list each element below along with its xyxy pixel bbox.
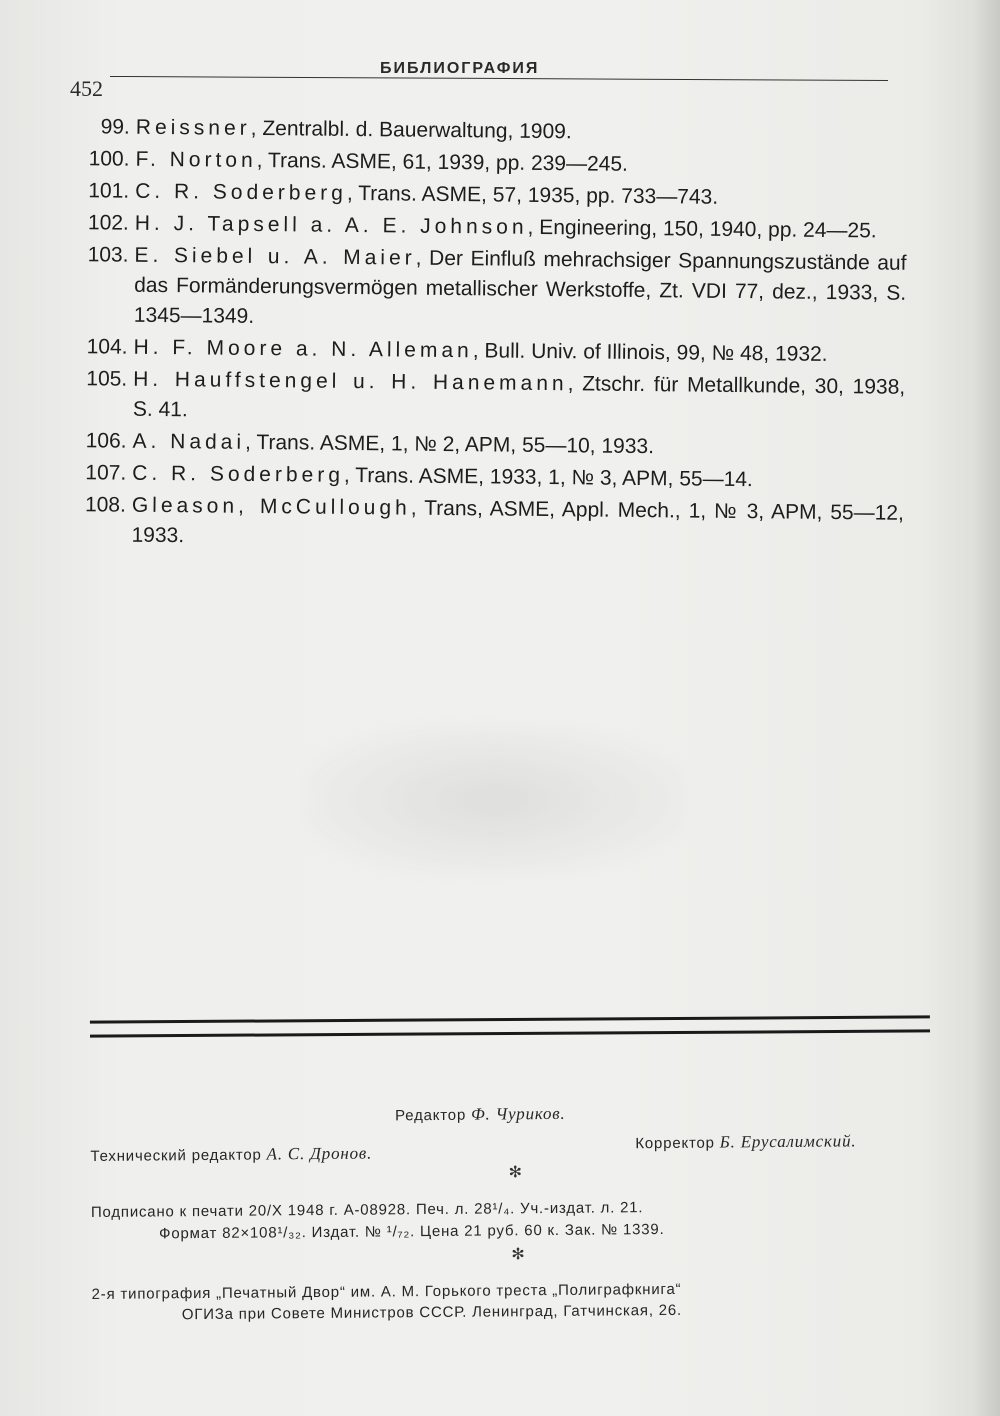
- reference-author: H. F. Moore a. N. Alleman: [133, 335, 473, 363]
- reference-number: 100.: [88, 147, 130, 171]
- reference-author: H. Hauffstengel u. H. Hanemann: [133, 367, 568, 396]
- reference-text: [134, 241, 907, 339]
- reference-details: , Der Einfluß mehrachsiger Spannungszustände auf das Formänderungsvermögen metallischer Werkstoffe, Zt. VDI 77, dez., 1933, S. 1345—1349.: [133, 246, 907, 328]
- reference-author: F. Norton: [135, 147, 257, 172]
- running-title: БИБЛИОГРАФИЯ: [380, 60, 540, 77]
- reference-author: E. Siebel u. A. Maier: [134, 243, 416, 270]
- rule-line-top: [90, 1015, 930, 1023]
- reference-author: C. R. Soderberg: [132, 461, 345, 487]
- blurred-stamp: [305, 725, 685, 875]
- reference-item: [66, 240, 907, 339]
- reference-item: [65, 364, 906, 433]
- tech-editor-name: А. С. Дронов.: [266, 1143, 373, 1164]
- editor-name: Ф. Чуриков.: [470, 1103, 566, 1124]
- proofreader-label: Корректор: [635, 1134, 715, 1153]
- reference-text: [133, 365, 906, 433]
- reference-details: , Zentralbl. d. Bauerwaltung, 1909.: [250, 116, 572, 144]
- double-rule-divider: [90, 1015, 930, 1050]
- reference-author: Reissner: [135, 115, 251, 140]
- reference-details: , Trans. ASME, 1, № 2, APM, 55—10, 1933.: [244, 430, 655, 459]
- reference-author: A. Nadai: [132, 429, 246, 454]
- page-header: [70, 58, 888, 101]
- reference-number: 108.: [84, 493, 127, 517]
- reference-number: 104.: [86, 335, 128, 359]
- separator-asterisk-icon: ✻: [511, 1246, 525, 1264]
- reference-details: , Trans. ASME, 1933, 1, № 3, APM, 55—14.: [343, 463, 753, 492]
- reference-author: H. J. Tapsell a. A. E. Johnson: [134, 211, 528, 239]
- reference-details: , Ztschr. für Metallkunde, 30, 1938, S. 41.: [132, 372, 906, 422]
- spine-shadow: [972, 0, 1000, 1416]
- publisher-line: ОГИЗа при Совете Министров СССР. Ленинград, Гатчинская, 26.: [181, 1301, 683, 1324]
- separator-asterisk-icon: ✻: [508, 1164, 523, 1182]
- reference-details: , Bull. Univ. of Illinois, 99, № 48, 1932.: [472, 339, 828, 366]
- reference-number: 106.: [85, 429, 127, 453]
- proofreader-line: [635, 1131, 856, 1153]
- reference-author: C. R. Soderberg: [135, 179, 348, 205]
- signed-line: Подписано к печати 20/X 1948 г. А-08928. Печ. л. 28¹/₄. Уч.-издат. л. 21.: [90, 1199, 644, 1221]
- reference-text: [131, 491, 904, 559]
- reference-number: 102.: [87, 211, 129, 235]
- printer-line: 2-я типография „Печатный Двор“ им. А. М. Горького треста „Полиграфкнига“: [91, 1280, 682, 1303]
- editor-label: Редактор: [395, 1106, 467, 1125]
- reference-number: 105.: [86, 367, 128, 391]
- reference-list: [63, 112, 908, 561]
- rule-line-bottom: [90, 1029, 930, 1037]
- format-line: Формат 82×108¹/₃₂. Издат. № ¹/₇₂. Цена 21 руб. 60 к. Зак. № 1339.: [159, 1220, 665, 1243]
- tech-editor-label: Технический редактор: [90, 1146, 262, 1165]
- reference-number: 101.: [88, 179, 130, 203]
- imprint-block: [90, 1101, 940, 1324]
- reference-author: Gleason, McCullough: [131, 493, 411, 520]
- reference-details: , Trans, ASME, Appl. Mech., 1, № 3, APM, 55—12, 1933.: [131, 496, 904, 548]
- tech-editor-line: [90, 1144, 372, 1166]
- proofreader-name: Б. Ерусалимский.: [719, 1131, 857, 1152]
- reference-details: , Trans. ASME, 57, 1935, pp. 733—743.: [346, 181, 719, 209]
- editor-line: [395, 1104, 566, 1125]
- reference-details: , Trans. ASME, 61, 1939, pp. 239—245.: [256, 148, 629, 176]
- reference-number: 107.: [85, 461, 127, 485]
- reference-number: 103.: [87, 243, 129, 267]
- page-number: 452: [70, 76, 103, 101]
- reference-details: , Engineering, 150, 1940, pp. 24—25.: [527, 215, 877, 243]
- reference-item: [63, 490, 904, 559]
- reference-number: 99.: [100, 115, 130, 139]
